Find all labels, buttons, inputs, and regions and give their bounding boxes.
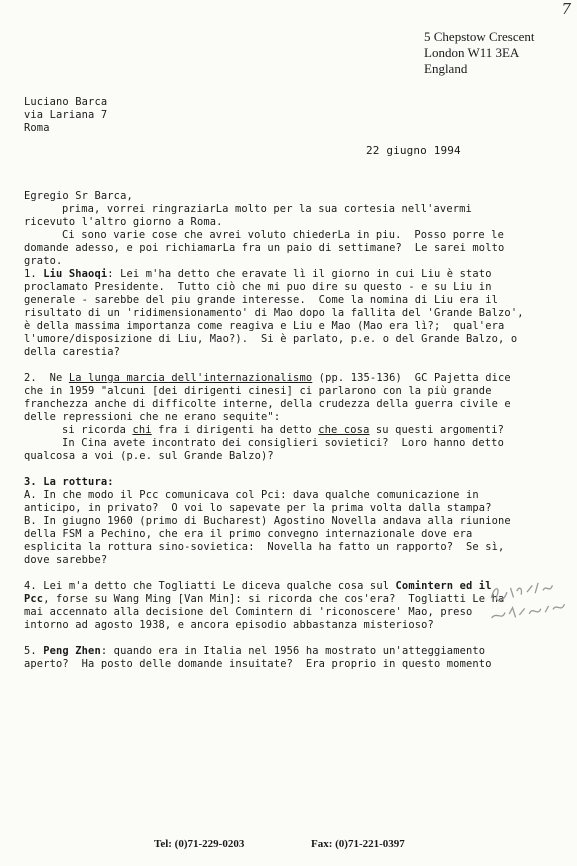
recipient-name: Luciano Barca xyxy=(24,96,108,108)
sender-address xyxy=(424,29,534,77)
question-2-line: delle repressioni che ne erano sequite": xyxy=(24,411,281,423)
question-1-line: l'umore/disposizione di Liu, Mao?). Si è parlato, p.e. o del Grande Balzo, o xyxy=(24,333,518,345)
letter-date: 22 giugno 1994 xyxy=(366,144,461,157)
letter-body xyxy=(24,190,564,671)
question-2-number: 2. Ne xyxy=(24,372,69,384)
corner-page-mark: 7 xyxy=(561,0,571,18)
intro-line: prima, vorrei ringraziarLa molto per la sua cortesia nell'avermi xyxy=(62,203,472,215)
intro-line: ricevuto l'altro giorno a Roma. xyxy=(24,216,223,228)
question-1-number: 1. xyxy=(24,268,37,280)
question-4-text: , forse su Wang Ming [Van Min]: si ricorda che cos'era? Togliatti Le ha xyxy=(43,593,505,605)
question-2-line xyxy=(24,424,564,437)
question-5-line: aperto? Ha posto delle domande insuitate? Era proprio in questo momento xyxy=(24,658,492,670)
question-2-text: si ricorda xyxy=(62,424,133,436)
question-2-line xyxy=(24,372,564,385)
footer-telephone: Tel: (0)71-229-0203 xyxy=(154,838,245,850)
intro-line: domande adesso, e poi richiamarLa fra un paio di settimane? Le sarei molto xyxy=(24,242,505,254)
question-4-line: mai accennato alla decisione del Comintern di 'riconoscere' Mao, preso xyxy=(24,606,473,618)
handwriting-scribble-icon xyxy=(486,574,570,626)
question-5-number: 5. xyxy=(24,645,44,657)
intro-line: Ci sono varie cose che avrei voluto chiederLa in piu. Posso porre le xyxy=(62,229,504,241)
question-2-line: qualcosa a voi (p.e. sul Grande Balzo)? xyxy=(24,450,274,462)
question-3-line: B. In giugno 1960 (primo di Bucharest) Agostino Novella andava alla riunione xyxy=(24,515,511,527)
question-2-line: franchezza anche di difficolte interne, della crudezza della guerra civile e xyxy=(24,398,511,410)
book-title: La lunga marcia dell'internazionalismo xyxy=(68,372,313,384)
question-3-line: della FSM a Pechino, che era il primo convegno internazionale dove era xyxy=(24,528,473,540)
question-4-heading: Comintern ed il xyxy=(395,580,492,592)
handwritten-annotation xyxy=(486,574,570,629)
intro-line: grato. xyxy=(24,255,63,267)
question-1-line: risultato di un 'ridimensionamento' di Mao dopo la fallita del 'Grande Balzo', xyxy=(24,307,524,319)
question-4-text: 4. Lei m'a detto che Togliatti Le diceva qualche cosa sul xyxy=(24,580,396,592)
question-2-text: su questi argomenti? xyxy=(369,424,505,436)
question-3-line: esplicita la rottura sino-sovietica: Novella ha fatto un rapporto? Se sì, xyxy=(24,541,505,553)
question-5-line xyxy=(24,645,564,658)
recipient-city: Roma xyxy=(24,122,50,134)
question-2-text: (pp. 135-136) GC Pajetta dice xyxy=(312,372,511,384)
footer-fax: Fax: (0)71-221-0397 xyxy=(311,838,405,850)
question-4-heading: Pcc xyxy=(24,593,44,605)
question-2-text: fra i dirigenti ha detto xyxy=(151,424,319,436)
question-1-text: : Lei m'ha detto che eravate lì il giorno in cui Liu è stato xyxy=(107,268,492,280)
sender-city: London W11 3EA xyxy=(424,45,520,60)
question-1-line: della carestia? xyxy=(24,346,121,358)
underlined-word: che cosa xyxy=(318,424,370,436)
question-2-line: In Cina avete incontrato dei consiglieri sovietici? Loro hanno detto xyxy=(62,437,504,449)
sender-street: 5 Chepstow Crescent xyxy=(424,29,535,44)
question-3-heading: 3. La rottura: xyxy=(24,476,114,488)
recipient-address xyxy=(24,96,107,135)
underlined-word: chi xyxy=(132,424,152,436)
question-1-line xyxy=(24,268,564,281)
question-4-line xyxy=(24,580,564,593)
recipient-street: via Lariana 7 xyxy=(24,109,108,121)
sender-country: England xyxy=(424,61,468,76)
question-3-line: anticipo, in privato? O voi lo sapevate per la prima volta dalla stampa? xyxy=(24,502,492,514)
question-1-heading: Liu Shaoqi xyxy=(43,268,108,280)
question-1-line: è della massima importanza come reagiva e Liu e Mao (Mao era lì?; qual'era xyxy=(24,320,505,332)
salutation: Egregio Sr Barca, xyxy=(24,190,133,202)
question-1-line: proclamato Presidente. Tutto ciò che mi puo dire su questo - e su Liu in xyxy=(24,281,492,293)
question-5-heading: Peng Zhen xyxy=(43,645,101,657)
question-4-line: intorno ad agosto 1938, e ancora episodio abbastanza misterioso? xyxy=(24,619,434,631)
question-2-line: che in 1959 "alcuni [dei dirigenti cinesi] ci parlarono con la più grande xyxy=(24,385,492,397)
question-3-line: A. In che modo il Pcc comunicava col Pci: dava qualche comunicazione in xyxy=(24,489,479,501)
question-4-line xyxy=(24,593,564,606)
question-3-line: dove sarebbe? xyxy=(24,554,108,566)
question-1-line: generale - sarebbe del piu grande interesse. Come la nomina di Liu era il xyxy=(24,294,499,306)
question-5-text: : quando era in Italia nel 1956 ha mostrato un'atteggiamento xyxy=(100,645,486,657)
